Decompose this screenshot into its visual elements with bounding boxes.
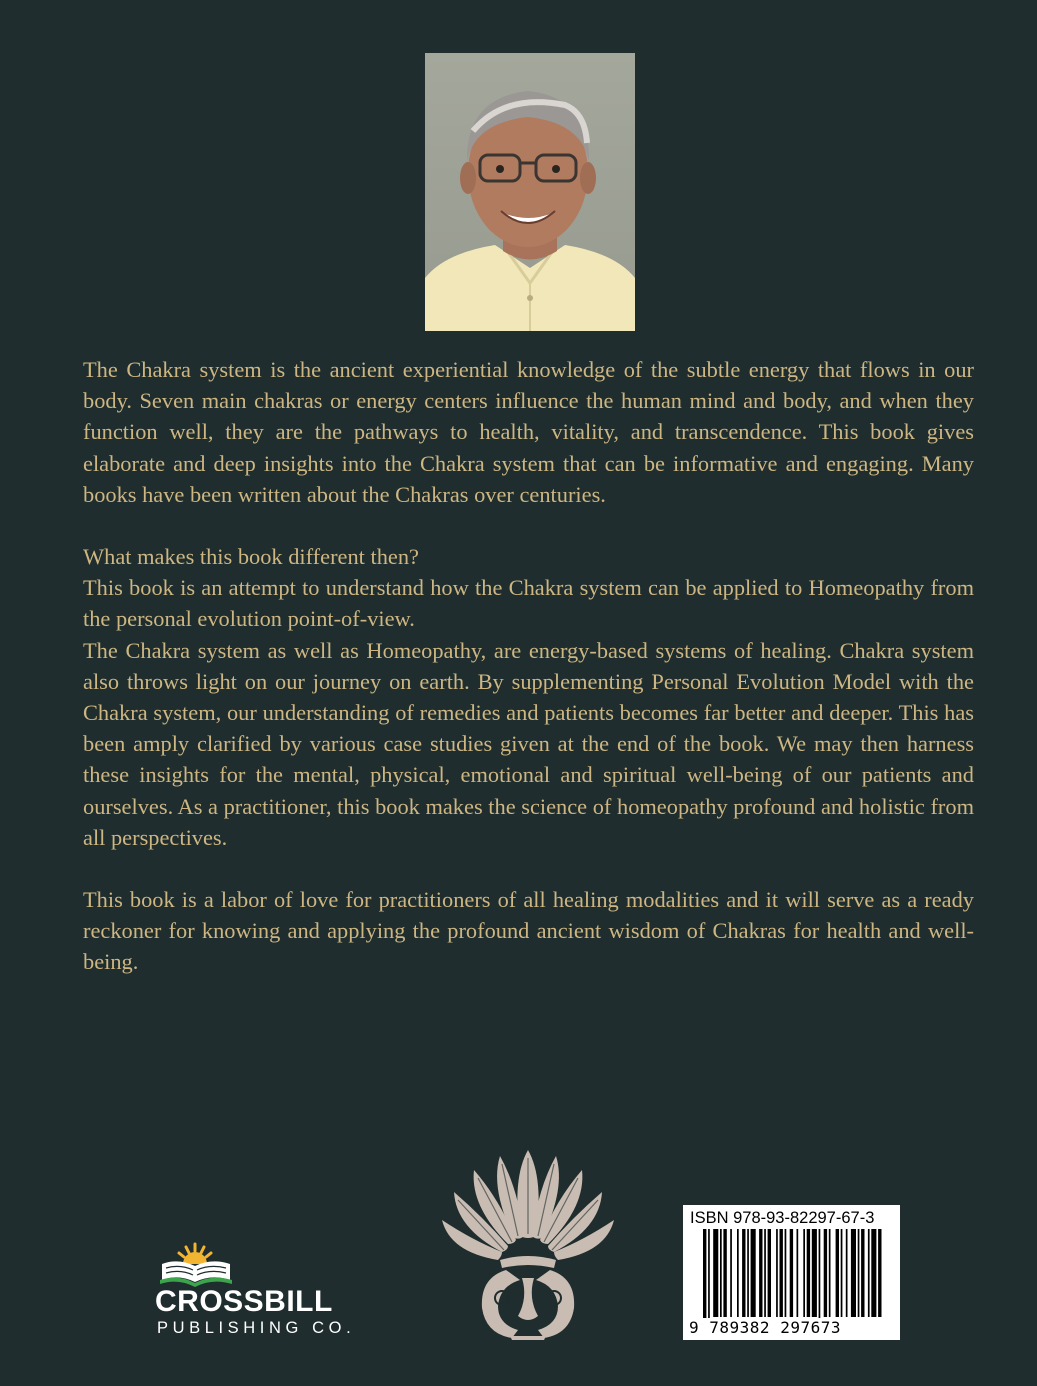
publisher-name: CROSSBILL xyxy=(155,1285,333,1318)
barcode-bar xyxy=(720,1229,722,1317)
blurb-paragraph-closing: This book is a labor of love for practitioners of all healing modalities and it will serve as a ready reckoner for knowing and applying the profound ancient wisdom of Chakras for health and well-being. xyxy=(83,887,974,975)
author-photo xyxy=(425,53,635,331)
barcode-bar xyxy=(737,1229,739,1317)
lotus-tree-emblem-icon xyxy=(440,1148,616,1340)
barcode-bar xyxy=(841,1229,843,1317)
barcode-bar xyxy=(861,1229,864,1317)
barcode-bar xyxy=(836,1229,839,1317)
barcode-bar xyxy=(803,1229,805,1317)
barcode-bar xyxy=(703,1229,706,1323)
barcode-bar xyxy=(797,1229,799,1317)
publisher-subtitle: PUBLISHING CO. xyxy=(157,1319,356,1337)
barcode-bar xyxy=(723,1229,726,1317)
blurb-paragraph-attempt: This book is an attempt to understand how the Chakra system can be applied to Homeopathy from the personal evolution point-of-view. xyxy=(83,575,974,632)
barcode-bar xyxy=(764,1229,766,1317)
barcode-bar xyxy=(846,1229,848,1317)
barcode-bar xyxy=(858,1229,860,1317)
barcode-bar xyxy=(776,1229,778,1317)
barcode-bar xyxy=(742,1229,745,1317)
barcode-bar xyxy=(759,1229,762,1317)
barcode-bar xyxy=(812,1229,817,1317)
isbn-barcode xyxy=(683,1205,900,1340)
barcode-bar xyxy=(708,1229,710,1323)
back-cover-blurb xyxy=(83,354,974,978)
barcode-bar xyxy=(878,1229,881,1317)
blurb-question: What makes this book different then? xyxy=(83,544,419,570)
barcode-bar xyxy=(747,1229,749,1317)
barcode-bar xyxy=(713,1229,718,1317)
publisher-logo xyxy=(150,1240,365,1350)
barcode-bar xyxy=(768,1229,771,1317)
barcode-bar xyxy=(730,1229,732,1317)
blurb-paragraph-intro: The Chakra system is the ancient experiential knowledge of the subtle energy that flows in our body. Seven main chakras or energy centers influence the human mind and body, and when they function well, they are the pathways to health, vitality, and transcendence. This book gives elaborate and deep insights into the Chakra system that can be informative and engaging. Many books have been written about the Chakras over centuries. xyxy=(83,357,974,507)
barcode-bar xyxy=(807,1229,810,1317)
isbn-label: ISBN 978-93-82297-67-3 xyxy=(690,1209,875,1227)
barcode-bar xyxy=(819,1229,821,1323)
blurb-paragraph-energy: The Chakra system as well as Homeopathy, are energy-based systems of healing. Chakra system also throws light on our journey on earth. By supplementing Personal Evolution Model with the Chakra system, our understanding of remedies and patients becomes far better and deeper. This has been amply clarified by various case studies given at the end of the book. We may then harness these insights for the mental, physical, emotional and spiritual well-being of our patients and ourselves. As a practitioner, this book makes the science of homeopathy profound and holistic from all perspectives. xyxy=(83,637,974,850)
barcode-bar xyxy=(824,1229,827,1317)
barcode-bar xyxy=(851,1229,856,1317)
barcode-bar xyxy=(829,1229,831,1317)
barcode-bar xyxy=(780,1229,783,1317)
open-book-sunrise-icon xyxy=(158,1240,248,1288)
barcode-bar xyxy=(790,1229,793,1317)
barcode-bars xyxy=(683,1229,900,1324)
barcode-bar xyxy=(751,1229,756,1317)
barcode-bar xyxy=(785,1229,787,1317)
barcode-bar xyxy=(868,1229,870,1317)
author-portrait-icon xyxy=(425,53,635,331)
barcode-bar xyxy=(871,1229,876,1317)
barcode-digits: 9 789382 297673 xyxy=(689,1318,841,1337)
